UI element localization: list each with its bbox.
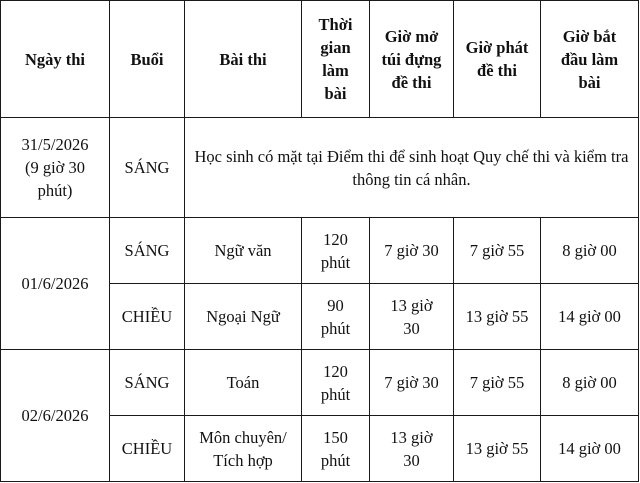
hand-out-time-value: 13 giờ 55 <box>454 284 541 350</box>
briefing-time-note: (9 giờ 30 phút) <box>24 158 86 200</box>
header-date: Ngày thi <box>1 1 110 118</box>
hand-out-time-value: 7 giờ 55 <box>454 218 541 284</box>
header-row <box>1 1 639 118</box>
start-time-value: 8 giờ 00 <box>541 350 639 416</box>
subject-label: Ngoại Ngữ <box>185 284 302 350</box>
subject-label: Môn chuyên/ Tích hợp <box>185 416 302 482</box>
header-start-time: Giờ bắt đầu làm bài <box>541 1 639 118</box>
briefing-date: 31/5/2026 <box>21 135 89 154</box>
session-label: SÁNG <box>110 350 185 416</box>
header-subject: Bài thi <box>185 1 302 118</box>
start-time-value: 14 giờ 00 <box>541 284 639 350</box>
duration-value: 90 phút <box>302 284 370 350</box>
header-session: Buổi <box>110 1 185 118</box>
header-duration: Thời gian làm bài <box>302 1 370 118</box>
open-time-value: 7 giờ 30 <box>370 218 454 284</box>
briefing-date-cell <box>1 118 110 218</box>
session-label: CHIỀU <box>110 416 185 482</box>
day-1-morning-row <box>1 218 639 284</box>
subject-label: Toán <box>185 350 302 416</box>
start-time-value: 14 giờ 00 <box>541 416 639 482</box>
briefing-row <box>1 118 639 218</box>
open-time-value: 7 giờ 30 <box>370 350 454 416</box>
hand-out-time-value: 7 giờ 55 <box>454 350 541 416</box>
subject-label: Ngữ văn <box>185 218 302 284</box>
hand-out-time-value: 13 giờ 55 <box>454 416 541 482</box>
day-2-morning-row <box>1 350 639 416</box>
briefing-session: SÁNG <box>110 118 185 218</box>
session-label: SÁNG <box>110 218 185 284</box>
duration-value: 120 phút <box>302 218 370 284</box>
duration-value: 150 phút <box>302 416 370 482</box>
briefing-note: Học sinh có mặt tại Điểm thi để sinh hoạt Quy chế thi và kiểm tra thông tin cá nhân. <box>185 118 639 218</box>
day-2-date: 02/6/2026 <box>1 350 110 482</box>
open-time-value: 13 giờ 30 <box>370 284 454 350</box>
session-label: CHIỀU <box>110 284 185 350</box>
duration-value: 120 phút <box>302 350 370 416</box>
header-open-time: Giờ mở túi đựng đề thi <box>370 1 454 118</box>
start-time-value: 8 giờ 00 <box>541 218 639 284</box>
header-hand-out-time: Giờ phát đề thi <box>454 1 541 118</box>
day-1-date: 01/6/2026 <box>1 218 110 350</box>
open-time-value: 13 giờ 30 <box>370 416 454 482</box>
